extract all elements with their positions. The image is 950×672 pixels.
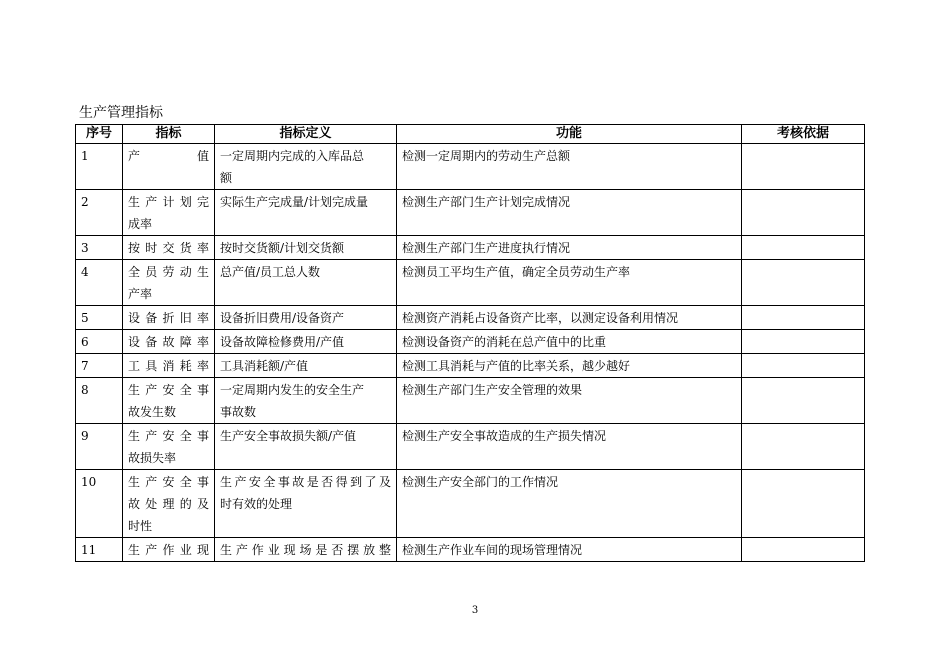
row-basis bbox=[742, 330, 865, 354]
row-definition bbox=[215, 330, 397, 354]
row-indicator-line: 全员劳动生 bbox=[128, 265, 209, 279]
row-basis bbox=[742, 260, 865, 306]
header-function: 功能 bbox=[397, 125, 742, 144]
header-indicator: 指标 bbox=[123, 125, 215, 144]
row-definition bbox=[215, 190, 397, 236]
row-indicator bbox=[123, 424, 215, 470]
row-basis bbox=[742, 538, 865, 562]
table-row bbox=[76, 306, 865, 330]
row-definition bbox=[215, 424, 397, 470]
row-basis bbox=[742, 306, 865, 330]
row-indicator bbox=[123, 190, 215, 236]
row-basis bbox=[742, 378, 865, 424]
row-basis bbox=[742, 190, 865, 236]
row-indicator-line: 生产作业现 bbox=[128, 543, 209, 557]
row-indicator-line: 成率 bbox=[128, 217, 153, 231]
page-title: 生产管理指标 bbox=[79, 105, 163, 121]
table-row bbox=[76, 378, 865, 424]
row-definition bbox=[215, 236, 397, 260]
row-indicator-line: 设备折旧率 bbox=[128, 311, 209, 325]
table-row bbox=[76, 260, 865, 306]
row-indicator bbox=[123, 144, 215, 190]
row-definition bbox=[215, 354, 397, 378]
row-indicator bbox=[123, 470, 215, 538]
row-function: 检测一定周期内的劳动生产总额 bbox=[397, 144, 742, 190]
row-definition-line: 额 bbox=[220, 171, 233, 185]
row-definition bbox=[215, 378, 397, 424]
row-basis bbox=[742, 354, 865, 378]
row-definition-line: 事故数 bbox=[220, 405, 257, 419]
table-row bbox=[76, 424, 865, 470]
row-indicator bbox=[123, 306, 215, 330]
row-indicator-line: 生产计划完 bbox=[128, 195, 209, 209]
table-row bbox=[76, 470, 865, 538]
row-definition bbox=[215, 260, 397, 306]
row-function: 检测资产消耗占设备资产比率，以测定设备利用情况 bbox=[397, 306, 742, 330]
row-function: 检测生产安全部门的工作情况 bbox=[397, 470, 742, 538]
row-indicator-line: 按时交货率 bbox=[128, 241, 209, 255]
row-basis bbox=[742, 424, 865, 470]
row-no: 11 bbox=[76, 538, 123, 562]
table-row bbox=[76, 330, 865, 354]
row-indicator-line: 生产安全事 bbox=[128, 383, 209, 397]
row-function: 检测生产安全事故造成的生产损失情况 bbox=[397, 424, 742, 470]
row-indicator-line: 生产安全事 bbox=[128, 475, 209, 489]
row-indicator-line: 故处理的及 bbox=[128, 497, 209, 511]
row-definition-line: 生产安全事故是否得到了及 bbox=[220, 475, 391, 489]
row-basis bbox=[742, 236, 865, 260]
row-indicator bbox=[123, 378, 215, 424]
row-definition bbox=[215, 538, 397, 562]
row-indicator bbox=[123, 260, 215, 306]
table-row bbox=[76, 538, 865, 562]
row-definition-line: 一定周期内发生的安全生产 bbox=[220, 383, 365, 397]
row-function: 检测生产作业车间的现场管理情况 bbox=[397, 538, 742, 562]
row-indicator-line: 时性 bbox=[128, 519, 153, 533]
table-row bbox=[76, 190, 865, 236]
row-definition-line: 工具消耗额/产值 bbox=[220, 359, 309, 373]
table-row bbox=[76, 354, 865, 378]
row-definition-line: 总产值/员工总人数 bbox=[220, 265, 321, 279]
row-function: 检测工具消耗与产值的比率关系，越少越好 bbox=[397, 354, 742, 378]
row-definition-line: 按时交货额/计划交货额 bbox=[220, 241, 345, 255]
row-indicator-line: 工具消耗率 bbox=[128, 359, 209, 373]
row-no: 6 bbox=[76, 330, 123, 354]
row-definition-line: 生产安全事故损失额/产值 bbox=[220, 429, 357, 443]
row-indicator-line: 生产安全事 bbox=[128, 429, 209, 443]
row-no: 2 bbox=[76, 190, 123, 236]
row-indicator-line: 故发生数 bbox=[128, 405, 177, 419]
row-function: 检测设备资产的消耗在总产值中的比重 bbox=[397, 330, 742, 354]
row-no: 1 bbox=[76, 144, 123, 190]
row-indicator bbox=[123, 236, 215, 260]
row-no: 4 bbox=[76, 260, 123, 306]
row-definition bbox=[215, 144, 397, 190]
row-definition-line: 设备故障检修费用/产值 bbox=[220, 335, 345, 349]
row-function: 检测生产部门生产进度执行情况 bbox=[397, 236, 742, 260]
page-number: 3 bbox=[471, 605, 479, 616]
row-basis bbox=[742, 470, 865, 538]
row-function: 检测生产部门生产计划完成情况 bbox=[397, 190, 742, 236]
row-indicator-line: 设备故障率 bbox=[128, 335, 209, 349]
row-indicator bbox=[123, 538, 215, 562]
row-definition bbox=[215, 306, 397, 330]
row-definition-line: 一定周期内完成的入库品总 bbox=[220, 149, 365, 163]
row-no: 3 bbox=[76, 236, 123, 260]
row-function: 检测生产部门生产安全管理的效果 bbox=[397, 378, 742, 424]
row-no: 9 bbox=[76, 424, 123, 470]
table-row bbox=[76, 236, 865, 260]
row-indicator-line: 产率 bbox=[128, 287, 153, 301]
header-definition: 指标定义 bbox=[215, 125, 397, 144]
row-definition-line: 设备折旧费用/设备资产 bbox=[220, 311, 345, 325]
row-indicator bbox=[123, 354, 215, 378]
table-header-row bbox=[76, 125, 865, 144]
header-no: 序号 bbox=[76, 125, 123, 144]
header-basis: 考核依据 bbox=[742, 125, 865, 144]
row-no: 5 bbox=[76, 306, 123, 330]
row-indicator-line: 产值 bbox=[128, 149, 209, 163]
row-function: 检测员工平均生产值，确定全员劳动生产率 bbox=[397, 260, 742, 306]
row-definition bbox=[215, 470, 397, 538]
row-no: 7 bbox=[76, 354, 123, 378]
row-definition-line: 生产作业现场是否摆放整 bbox=[220, 543, 391, 557]
row-basis bbox=[742, 144, 865, 190]
row-no: 8 bbox=[76, 378, 123, 424]
row-indicator-line: 故损失率 bbox=[128, 451, 177, 465]
row-no: 10 bbox=[76, 470, 123, 538]
indicator-table bbox=[75, 124, 865, 562]
table-row bbox=[76, 144, 865, 190]
row-indicator bbox=[123, 330, 215, 354]
row-definition-line: 实际生产完成量/计划完成量 bbox=[220, 195, 369, 209]
row-definition-line: 时有效的处理 bbox=[220, 497, 293, 511]
